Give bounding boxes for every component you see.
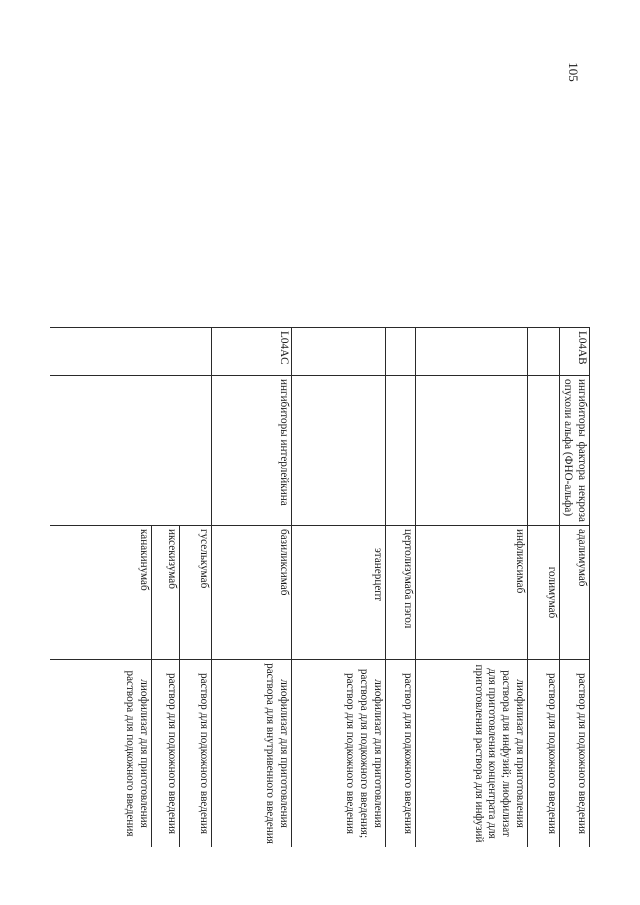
atc-code-cell xyxy=(385,328,415,376)
rotated-table-frame xyxy=(50,327,590,847)
dosage-form-cell: раствор для подкожного введения xyxy=(151,660,179,848)
pharm-group-cell: ингибиторы фактора некроза опухоли альфа (ФНО-альфа) xyxy=(559,376,589,526)
atc-code-cell: L04AC xyxy=(211,328,291,376)
drug-table xyxy=(50,327,590,847)
table-row xyxy=(211,328,291,848)
atc-code-cell xyxy=(50,328,151,376)
page-number: 105 xyxy=(566,62,581,82)
dosage-form-cell: лиофилизат для приготовления раствора для подкожного введения xyxy=(50,660,151,848)
drug-name-cell: гуселькумаб xyxy=(179,526,211,660)
table-row xyxy=(50,328,151,848)
pharm-group-cell xyxy=(151,376,179,526)
atc-code-cell xyxy=(291,328,385,376)
drug-name-cell: этанерцепт xyxy=(291,526,385,660)
drug-name-cell: базиликсимаб xyxy=(211,526,291,660)
drug-table-container xyxy=(50,327,590,847)
drug-name-cell: инфликсимаб xyxy=(415,526,527,660)
dosage-form-cell: раствор для подкожного введения xyxy=(385,660,415,848)
pharm-group-cell xyxy=(385,376,415,526)
drug-name-cell: канакинумаб xyxy=(50,526,151,660)
atc-code-cell xyxy=(151,328,179,376)
atc-code-cell: L04AB xyxy=(559,328,589,376)
pharm-group-cell xyxy=(527,376,559,526)
table-row xyxy=(291,328,385,848)
table-row xyxy=(527,328,559,848)
table-row xyxy=(385,328,415,848)
atc-code-cell xyxy=(415,328,527,376)
pharm-group-cell xyxy=(179,376,211,526)
pharm-group-cell xyxy=(415,376,527,526)
atc-code-cell xyxy=(179,328,211,376)
dosage-form-cell: лиофилизат для приготовления раствора для подкожного введения; раствор для подкожного введения xyxy=(291,660,385,848)
table-row xyxy=(179,328,211,848)
drug-name-cell: голимумаб xyxy=(527,526,559,660)
dosage-form-cell: лиофилизат для приготовления раствора для внутривенного введения xyxy=(211,660,291,848)
table-row xyxy=(559,328,589,848)
pharm-group-cell xyxy=(291,376,385,526)
table-row xyxy=(415,328,527,848)
dosage-form-cell: раствор для подкожного введения xyxy=(179,660,211,848)
dosage-form-cell: лиофилизат для приготовления раствора для инфузий; лиофилизат для приготовления концентрата для приготовления раствора для инфузий xyxy=(415,660,527,848)
drug-name-cell: адалимумаб xyxy=(559,526,589,660)
table-row xyxy=(151,328,179,848)
dosage-form-cell: раствор для подкожного введения xyxy=(559,660,589,848)
pharm-group-cell: ингибиторы интерлейкина xyxy=(211,376,291,526)
drug-name-cell: цертолизумаба пэгол xyxy=(385,526,415,660)
dosage-form-cell: раствор для подкожного введения xyxy=(527,660,559,848)
drug-name-cell: иксекизумаб xyxy=(151,526,179,660)
pharm-group-cell xyxy=(50,376,151,526)
atc-code-cell xyxy=(527,328,559,376)
